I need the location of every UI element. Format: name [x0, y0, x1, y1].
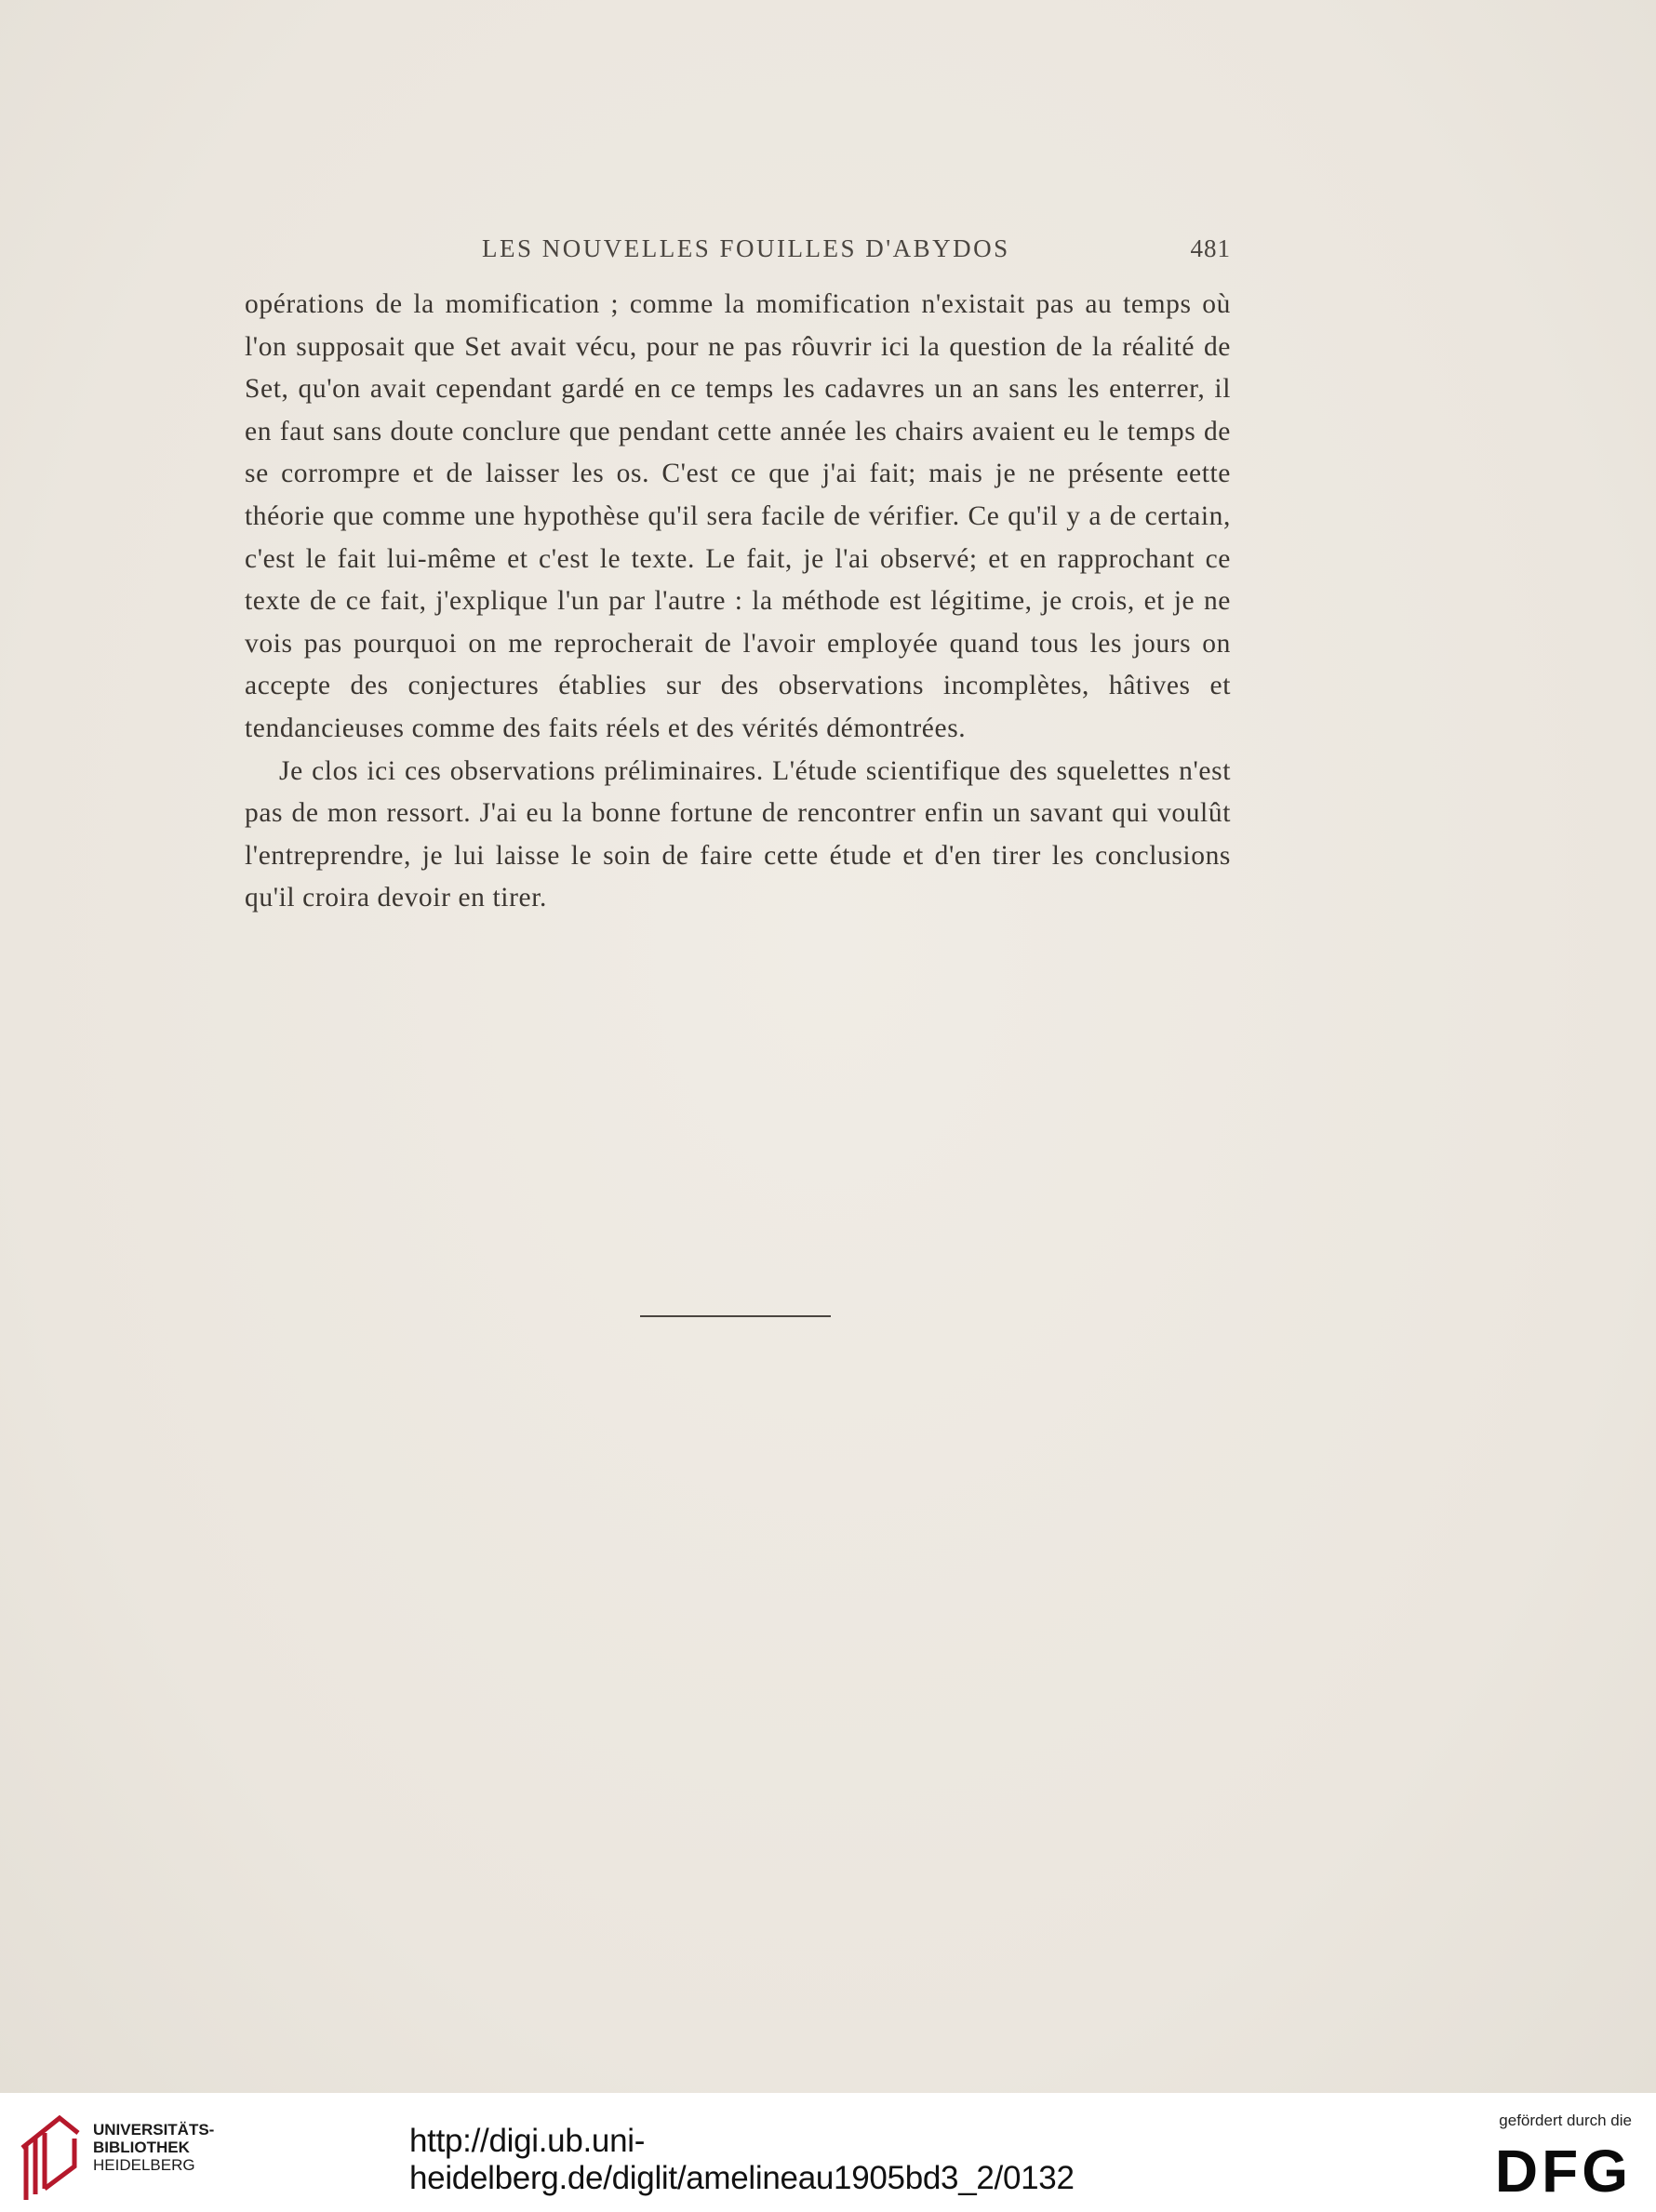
paragraph-1: opérations de la momification ; comme la momification n'existait pas au temps où l'on supposait que Set avait vécu, pour ne pas rôuvrir ici la question de la réalité de Set, qu'on avait cependant gardé en ce temps les cadavres un an sans les enterrer, il en faut sans doute conclure que pendant cette année les chairs avaient eu le temps de se corrompre et de laisser les os. C'est ce que j'ai fait; mais je ne présente eette théorie que comme une hypothèse qu'il sera facile de vérifier. Ce qu'il y a de certain, c'est le fait lui-même et c'est le texte. Le fait, je l'ai observé; et en rapprochant ce texte de ce fait, j'explique l'un par l'autre : la méthode est légitime, je crois, et je ne vois pas pourquoi on me reprocherait de l'avoir employée quand tous les jours on accepte des conjectures établies sur des observations incomplètes, hâtives et tendancieuses comme des faits réels et des vérités démontrées.	[245, 289, 1231, 743]
dfg-logo: DFG	[1494, 2138, 1632, 2205]
library-line-3: HEIDELBERG	[93, 2156, 195, 2174]
library-line-2: BIBLIOTHEK	[93, 2139, 190, 2156]
permalink-url[interactable]: http://digi.ub.uni-heidelberg.de/diglit/amelineau1905bd3_2/0132	[409, 2123, 1075, 2196]
library-line-1: UNIVERSITÄTS-	[93, 2121, 215, 2139]
page-number: 481	[1190, 234, 1231, 262]
running-header	[245, 234, 1231, 272]
paragraph-2: Je clos ici ces observations préliminaires. L'étude scientifique des squelettes n'est pas de mon ressort. J'ai eu la bonne fortune de rencontrer enfin un savant qui voulût l'entreprendre, je lui laisse le soin de faire cette étude et d'en tirer les conclusions qu'il croira devoir en tirer.	[245, 755, 1231, 913]
body-text	[245, 284, 1231, 920]
closing-rule	[640, 1315, 831, 1317]
footer-bar	[0, 2093, 1656, 2212]
running-title: LES NOUVELLES FOUILLES D'ABYDOS	[482, 234, 1010, 262]
ub-heidelberg-logo-icon	[19, 2107, 84, 2205]
library-name	[93, 2121, 214, 2174]
funding-label: gefördert durch die	[1499, 2112, 1632, 2129]
